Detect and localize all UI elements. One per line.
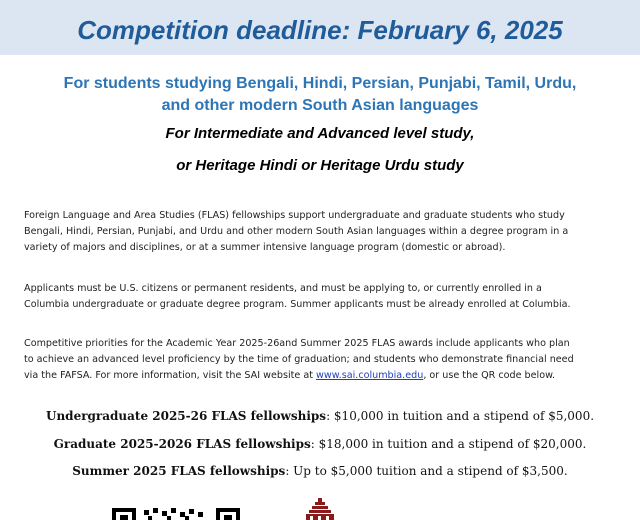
intro-line: Bengali, Hindi, Persian, Punjabi, and Urdu and other modern South Asian languages within a degree program in a bbox=[24, 226, 569, 237]
deadline-title: Competition deadline: February 6, 2025 bbox=[77, 15, 563, 45]
level-line-2: or Heritage Hindi or Heritage Urdu study bbox=[176, 157, 464, 174]
award-label: Summer 2025 FLAS fellowships bbox=[72, 464, 286, 478]
priorities-paragraph bbox=[24, 336, 624, 384]
intro-paragraph bbox=[24, 208, 624, 256]
priorities-line: to achieve an advanced level proficiency by the time of graduation; and students who demonstrate financial need bbox=[24, 354, 574, 365]
priorities-text: via the FAFSA. For more information, visit the SAI website at bbox=[24, 370, 317, 381]
award-detail: : $10,000 in tuition and a stipend of $5,000. bbox=[326, 409, 595, 423]
eligibility-paragraph bbox=[24, 281, 624, 313]
intro-line: Foreign Language and Area Studies (FLAS) fellowships support undergraduate and graduate students who study bbox=[24, 210, 565, 221]
award-label: Graduate 2025-2026 FLAS fellowships bbox=[53, 437, 311, 451]
languages-line-2: and other modern South Asian languages bbox=[161, 97, 479, 114]
award-undergraduate bbox=[0, 407, 640, 425]
eligibility-line: Applicants must be U.S. citizens or permanent residents, and must be applying to, or currently enrolled in a bbox=[24, 283, 542, 294]
award-label: Undergraduate 2025-26 FLAS fellowships bbox=[45, 409, 327, 423]
priorities-line: Competitive priorities for the Academic Year 2025-26and Summer 2025 FLAS awards include applicants who plan bbox=[24, 338, 570, 349]
eligibility-line: Columbia undergraduate or graduate degree program. Summer applicants must be already enrolled at Columbia. bbox=[24, 299, 571, 310]
languages-line-1: For students studying Bengali, Hindi, Persian, Punjabi, Tamil, Urdu, bbox=[63, 75, 577, 92]
award-detail: : $18,000 in tuition and a stipend of $20,000. bbox=[310, 437, 587, 451]
university-crest-icon bbox=[300, 496, 340, 520]
award-graduate bbox=[0, 435, 640, 453]
level-line-1: For Intermediate and Advanced level study, bbox=[165, 125, 475, 142]
intro-line: variety of majors and disciplines, or at a summer intensive language program (domestic or abroad). bbox=[24, 242, 506, 253]
sai-website-link[interactable]: www.sai.columbia.edu bbox=[316, 370, 424, 381]
priorities-line bbox=[24, 368, 624, 384]
qr-code-icon[interactable] bbox=[112, 506, 242, 520]
award-summer bbox=[0, 462, 640, 480]
priorities-text-end: , or use the QR code below. bbox=[423, 370, 556, 381]
award-detail: : Up to $5,000 tuition and a stipend of $3,500. bbox=[285, 464, 568, 478]
